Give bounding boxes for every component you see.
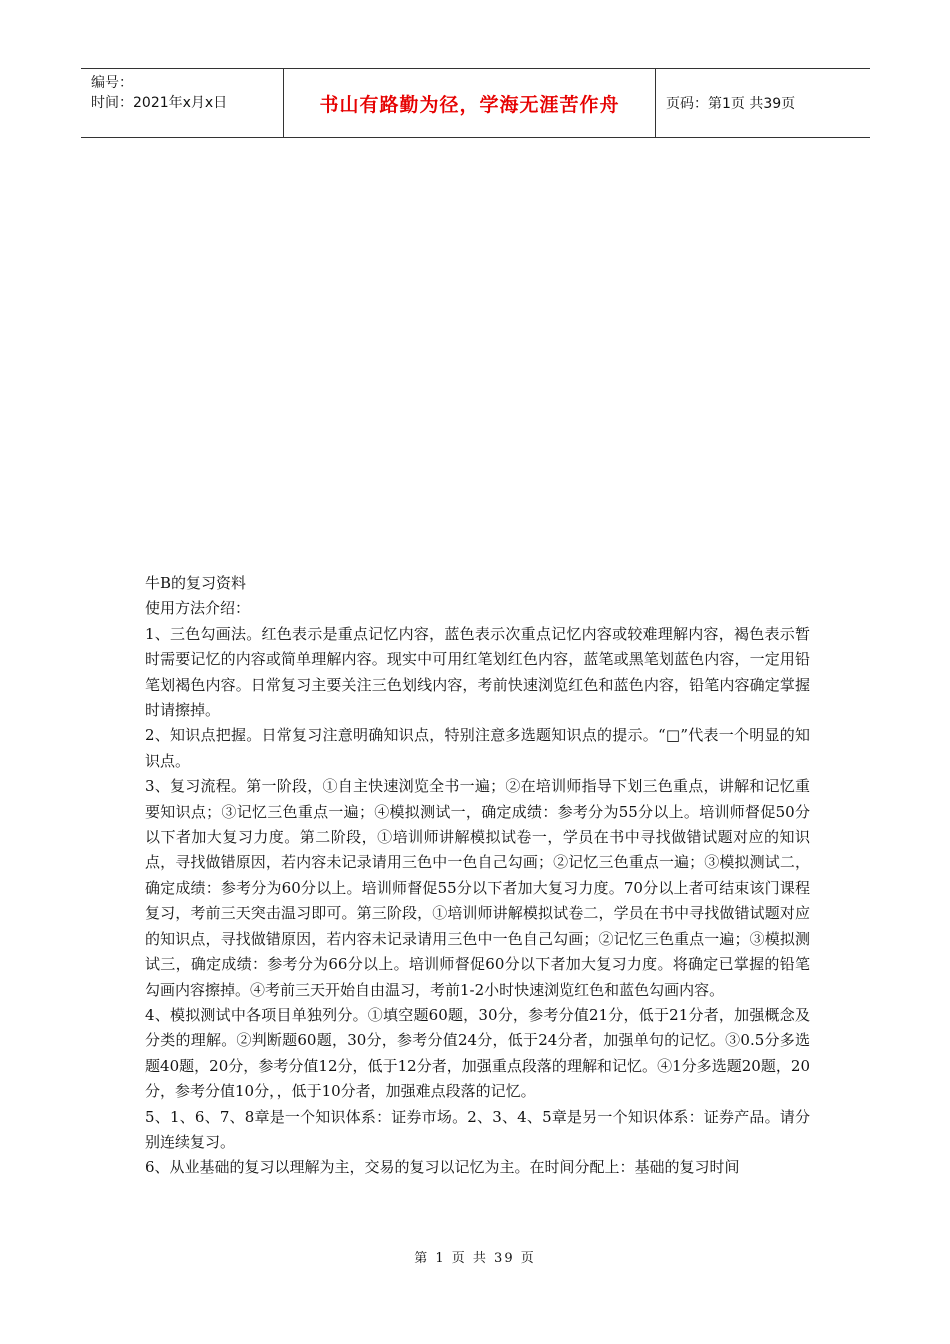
page-footer: 第 1 页 共 39 页 bbox=[414, 1251, 536, 1266]
paragraph-4: 4、模拟测试中各项目单独列分。①填空题60题，30分，参考分值21分，低于21分者，加强概念及分类的理解。②判断题60题，30分，参考分值24分，低于24分者，加强单句的记忆。③0.5分多选题40题，20分，参考分值12分，低于12分者，加强重点段落的理解和记忆。④1分多选题20题，20分，参考分值10分，，低于10分者，加强难点段落的记忆。 bbox=[145, 1005, 810, 1101]
document-number-label: 编号： bbox=[91, 75, 133, 91]
document-title: 牛B的复习资料 bbox=[145, 574, 247, 592]
document-body bbox=[145, 571, 810, 1181]
document-time-label: 时间：2021年x月x日 bbox=[91, 95, 228, 111]
header-motto: 书山有路勤为径，学海无涯苦作舟 bbox=[283, 69, 656, 137]
page-header bbox=[81, 68, 870, 138]
intro-heading: 使用方法介绍： bbox=[145, 599, 251, 618]
header-meta bbox=[81, 69, 283, 137]
paragraph-1: 1、三色勾画法。红色表示是重点记忆内容，蓝色表示次重点记忆内容或较难理解内容，褐色表示暂时需要记忆的内容或简单理解内容。现实中可用红笔划红色内容，蓝笔或黑笔划蓝色内容，一定用铅笔划褐色内容。日常复习主要关注三色划线内容，考前快速浏览红色和蓝色内容，铅笔内容确定掌握时请擦掉。 bbox=[145, 624, 810, 720]
header-page-code: 页码：第1页 共39页 bbox=[666, 96, 796, 112]
paragraph-6: 6、从业基础的复习以理解为主，交易的复习以记忆为主。在时间分配上：基础的复习时间 bbox=[145, 1158, 740, 1177]
paragraph-3: 3、复习流程。第一阶段，①自主快速浏览全书一遍；②在培训师指导下划三色重点，讲解和记忆重要知识点；③记忆三色重点一遍；④模拟测试一，确定成绩：参考分为55分以上。培训师督促50分以下者加大复习力度。第二阶段，①培训师讲解模拟试卷一，学员在书中寻找做错试题对应的知识点，寻找做错原因，若内容未记录请用三色中一色自己勾画；②记忆三色重点一遍；③模拟测试二，确定成绩：参考分为60分以上。培训师督促55分以下者加大复习力度。70分以上者可结束该门课程复习，考前三天突击温习即可。第三阶段，①培训师讲解模拟试卷二，学员在书中寻找做错试题对应的知识点，寻找做错原因，若内容未记录请用三色中一色自己勾画；②记忆三色重点一遍；③模拟测试三，确定成绩：参考分为66分以上。培训师督促60分以下者加大复习力度。将确定已掌握的铅笔勾画内容擦掉。④考前三天开始自由温习，考前1-2小时快速浏览红色和蓝色勾画内容。 bbox=[145, 777, 810, 999]
paragraph-5: 5、1、6、7、8章是一个知识体系：证券市场。2、3、4、5章是另一个知识体系：证券产品。请分别连续复习。 bbox=[145, 1107, 810, 1151]
paragraph-2: 2、知识点把握。日常复习注意明确知识点，特别注意多选题知识点的提示。“□”代表一个明显的知识点。 bbox=[145, 726, 810, 770]
